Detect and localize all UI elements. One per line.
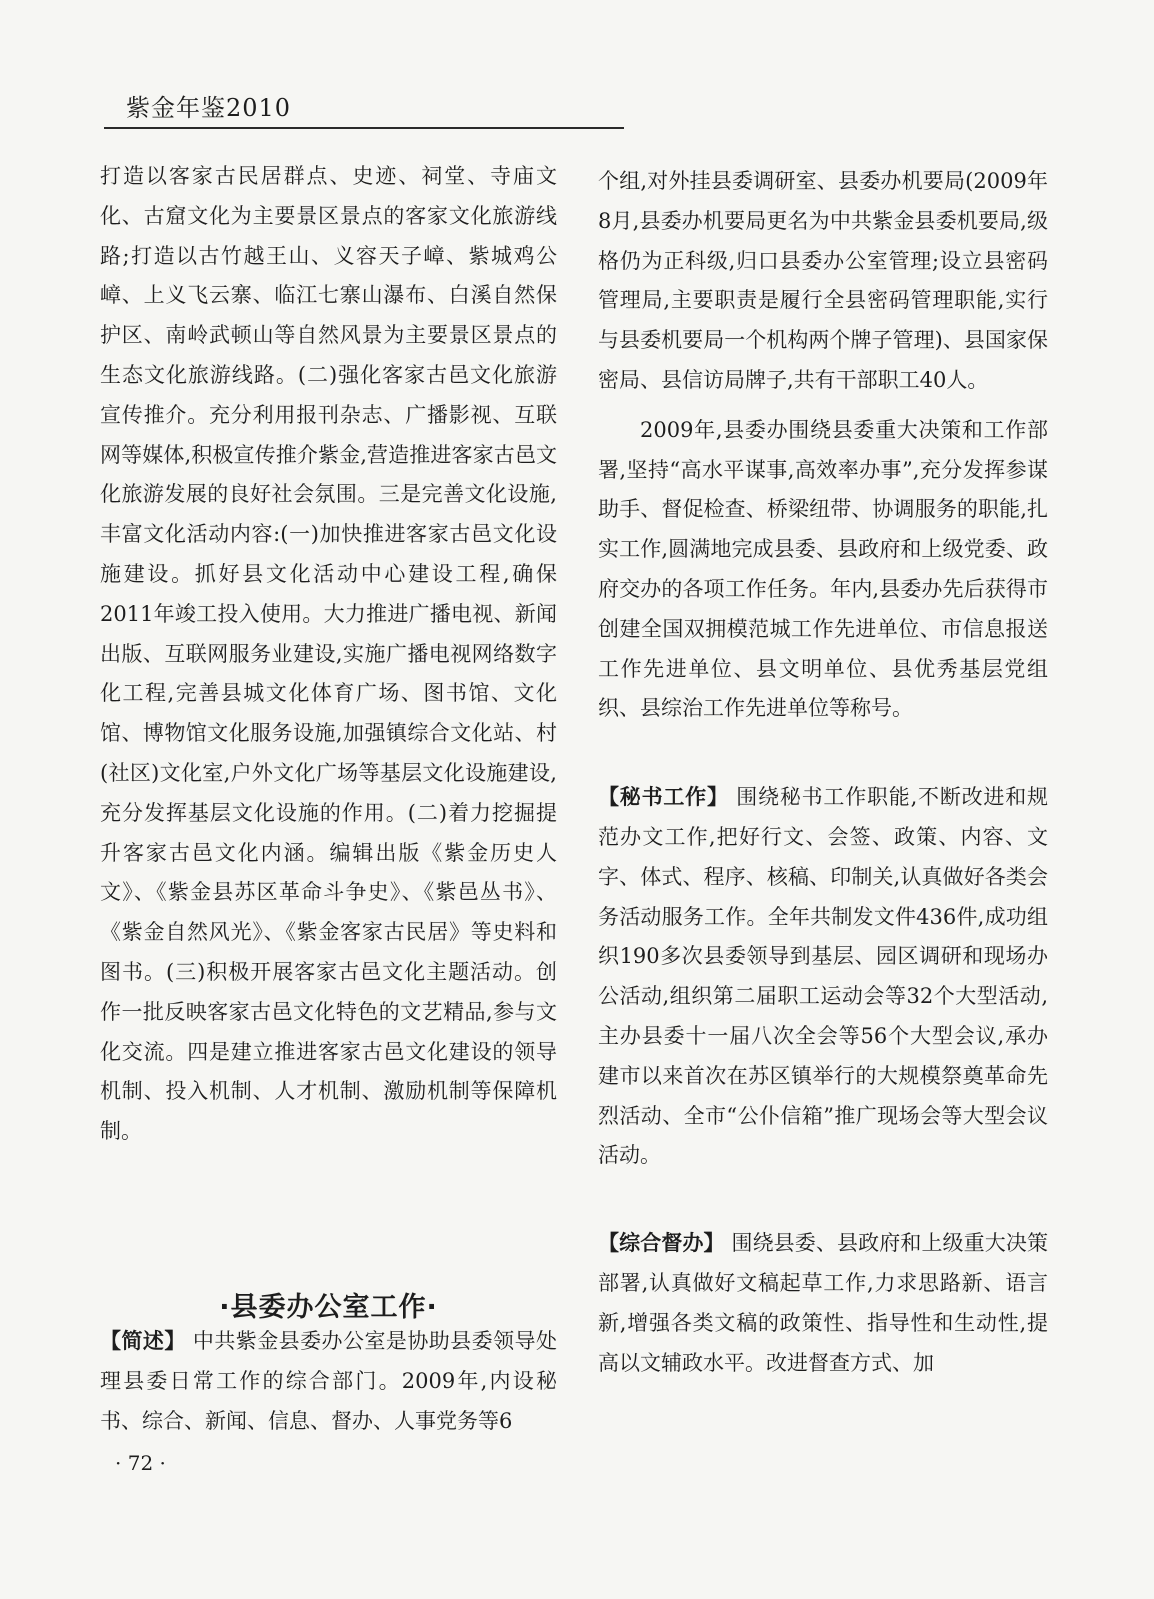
supervision-label: 【综合督办】	[598, 1231, 725, 1256]
overview-text: 中共紫金县委办公室是协助县委领导处理县委日常工作的综合部门。2009年,内设秘书、综合、新闻、信息、督办、人事党务等6	[100, 1329, 557, 1433]
header-rule	[104, 127, 624, 129]
supervision-text: 围绕县委、县政府和上级重大决策部署,认真做好文稿起草工作,力求思路新、语言新,增强各类文稿的政策性、指导性和生动性,提高以文辅政水平。改进督查方式、加	[598, 1231, 1048, 1375]
left-body-paragraph: 打造以客家古民居群点、史迹、祠堂、寺庙文化、古窟文化为主要景区景点的客家文化旅游线路;打造以古竹越王山、义容天子嶂、紫城鸡公嶂、上义飞云寨、临江七寨山瀑布、白溪自然保护区、南岭武顿山等自然风景为主要景区景点的生态文化旅游线路。(二)强化客家古邑文化旅游宣传推介。充分利用报刊杂志、广播影视、互联网等媒体,积极宣传推介紫金,营造推进客家古邑文化旅游发展的良好社会氛围。三是完善文化设施,丰富文化活动内容:(一)加快推进客家古邑文化设施建设。抓好县文化活动中心建设工程,确保2011年竣工投入使用。大力推进广播电视、新闻出版、互联网服务业建设,实施广播电视网络数字化工程,完善县城文化体育广场、图书馆、文化馆、博物馆文化服务设施,加强镇综合文化站、村(社区)文化室,户外文化广场等基层文化设施建设,充分发挥基层文化设施的作用。(二)着力挖掘提升客家古邑文化内涵。编辑出版《紫金历史人文》、《紫金县苏区革命斗争史》、《紫邑丛书》、《紫金自然风光》、《紫金客家古民居》等史料和图书。(三)积极开展客家古邑文化主题活动。创作一批反映客家古邑文化特色的文艺精品,参与文化交流。四是建立推进客家古邑文化建设的领导机制、投入机制、人才机制、激励机制等保障机制。	[100, 164, 557, 1144]
overview-paragraph	[100, 1322, 557, 1441]
page-number: · 72 ·	[115, 1451, 166, 1475]
right-column	[598, 162, 1048, 1383]
right-body-paragraph-2: 2009年,县委办围绕县委重大决策和工作部署,坚持“高水平谋事,高效率办事”,充分发挥参谋助手、督促检查、桥梁纽带、协调服务的职能,扎实工作,圆满地完成县委、县政府和上级党委、政府交办的各项工作任务。年内,县委办先后获得市创建全国双拥模范城工作先进单位、市信息报送工作先进单位、县文明单位、县优秀基层党组织、县综治工作先进单位等称号。	[598, 417, 1048, 721]
secretary-paragraph	[598, 778, 1048, 1176]
section-heading: ·县委办公室工作·	[219, 1292, 438, 1323]
secretary-label: 【秘书工作】	[598, 785, 729, 810]
right-body-paragraph-1: 个组,对外挂县委调研室、县委办机要局(2009年8月,县委办机要局更名为中共紫金县委机要局,级格仍为正科级,归口县委办公室管理;设立县密码管理局,主要职责是履行全县密码管理职能,实行与县委机要局一个机构两个牌子管理)、县国家保密局、县信访局牌子,共有干部职工40人。	[598, 169, 1048, 392]
running-header: 紫金年鉴2010	[126, 94, 292, 122]
overview-block	[100, 1322, 557, 1441]
supervision-paragraph	[598, 1224, 1048, 1383]
overview-label: 【简述】	[100, 1329, 186, 1353]
secretary-text: 围绕秘书工作职能,不断改进和规范办文工作,把好行文、会签、政策、内容、文字、体式、程序、核稿、印制关,认真做好各类会务活动服务工作。全年共制发文件436件,成功组织190多次县委领导到基层、园区调研和现场办公活动,组织第二届职工运动会等32个大型活动,主办县委十一届八次全会等56个大型会议,承办建市以来首次在苏区镇举行的大规模祭奠革命先烈活动、全市“公仆信箱”推广现场会等大型会议活动。	[598, 785, 1049, 1168]
left-column	[100, 157, 557, 1152]
